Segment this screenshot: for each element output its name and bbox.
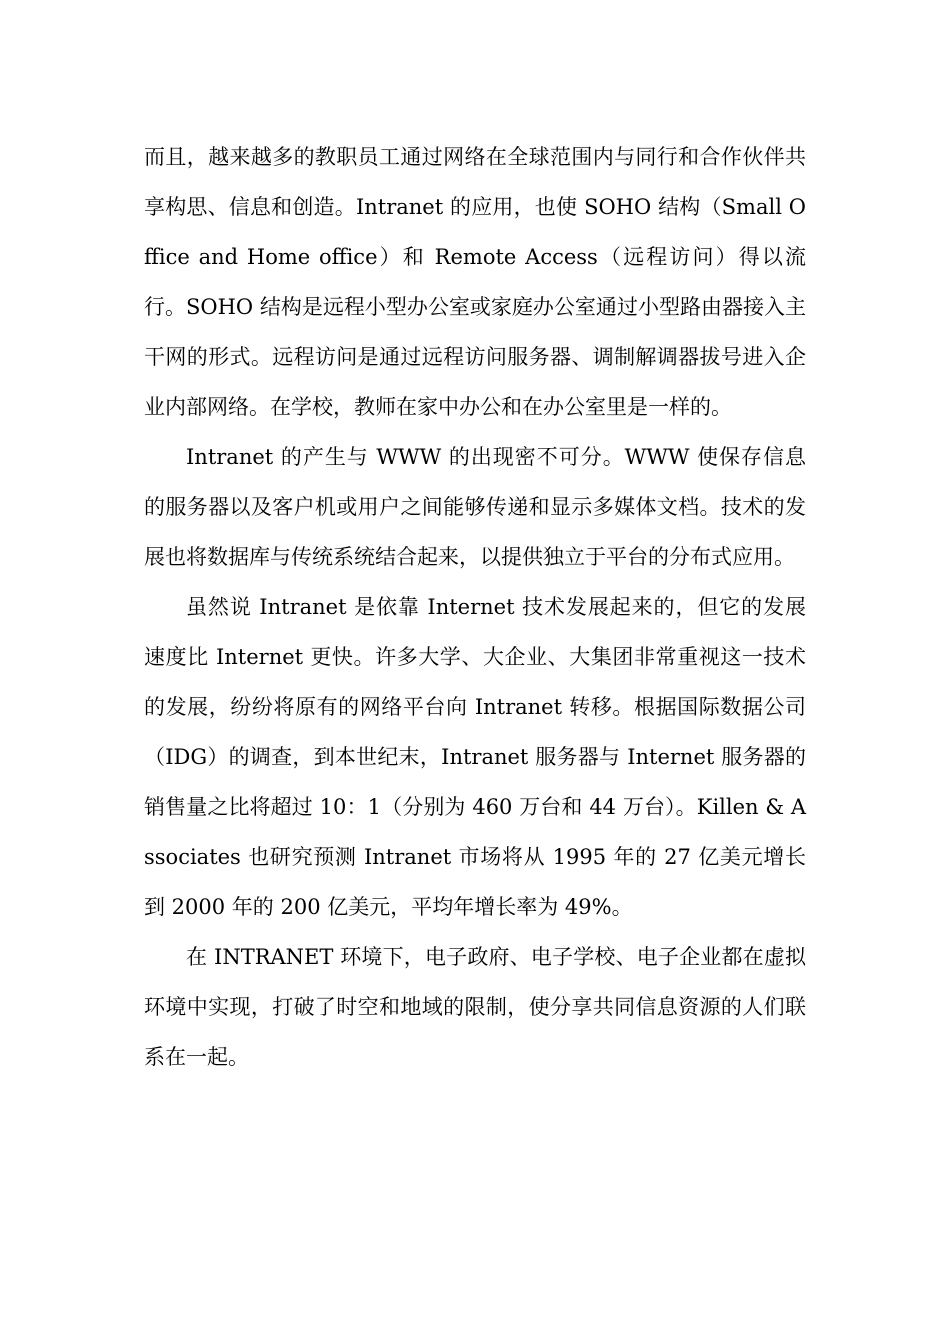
paragraph-1: 而且，越来越多的教职员工通过网络在全球范围内与同行和合作伙伴共享构思、信息和创造。Intranet 的应用，也使 SOHO 结构（Small Office and Home office）和 Remote Access（远程访问）得以流行。SOHO 结构是远程小型办公室或家庭办公室通过小型路由器接入主干网的形式。远程访问是通过远程访问服务器、调制解调器拔号进入企业内部网络。在学校，教师在家中办公和在办公室里是一样的。 — [144, 145, 806, 419]
document-body — [144, 132, 806, 1082]
paragraph-3: 虽然说 Intranet 是依靠 Internet 技术发展起来的，但它的发展速度比 Internet 更快。许多大学、大企业、大集团非常重视这一技术的发展，纷纷将原有的网络平台向 Intranet 转移。根据国际数据公司（IDG）的调查，到本世纪末，Intranet 服务器与 Internet 服务器的销售量之比将超过 10：1（分别为 460 万台和 44 万台）。Killen & Associates 也研究预测 Intranet 市场将从 1995 年的 27 亿美元增长到 2000 年的 200 亿美元，平均年增长率为 49%。 — [144, 595, 806, 919]
paragraph-4: 在 INTRANET 环境下，电子政府、电子学校、电子企业都在虚拟环境中实现，打破了时空和地域的限制，使分享共同信息资源的人们联系在一起。 — [144, 945, 806, 1069]
paragraph-2: Intranet 的产生与 WWW 的出现密不可分。WWW 使保存信息的服务器以及客户机或用户之间能够传递和显示多媒体文档。技术的发展也将数据库与传统系统结合起来，以提供独立于平台的分布式应用。 — [144, 445, 806, 569]
